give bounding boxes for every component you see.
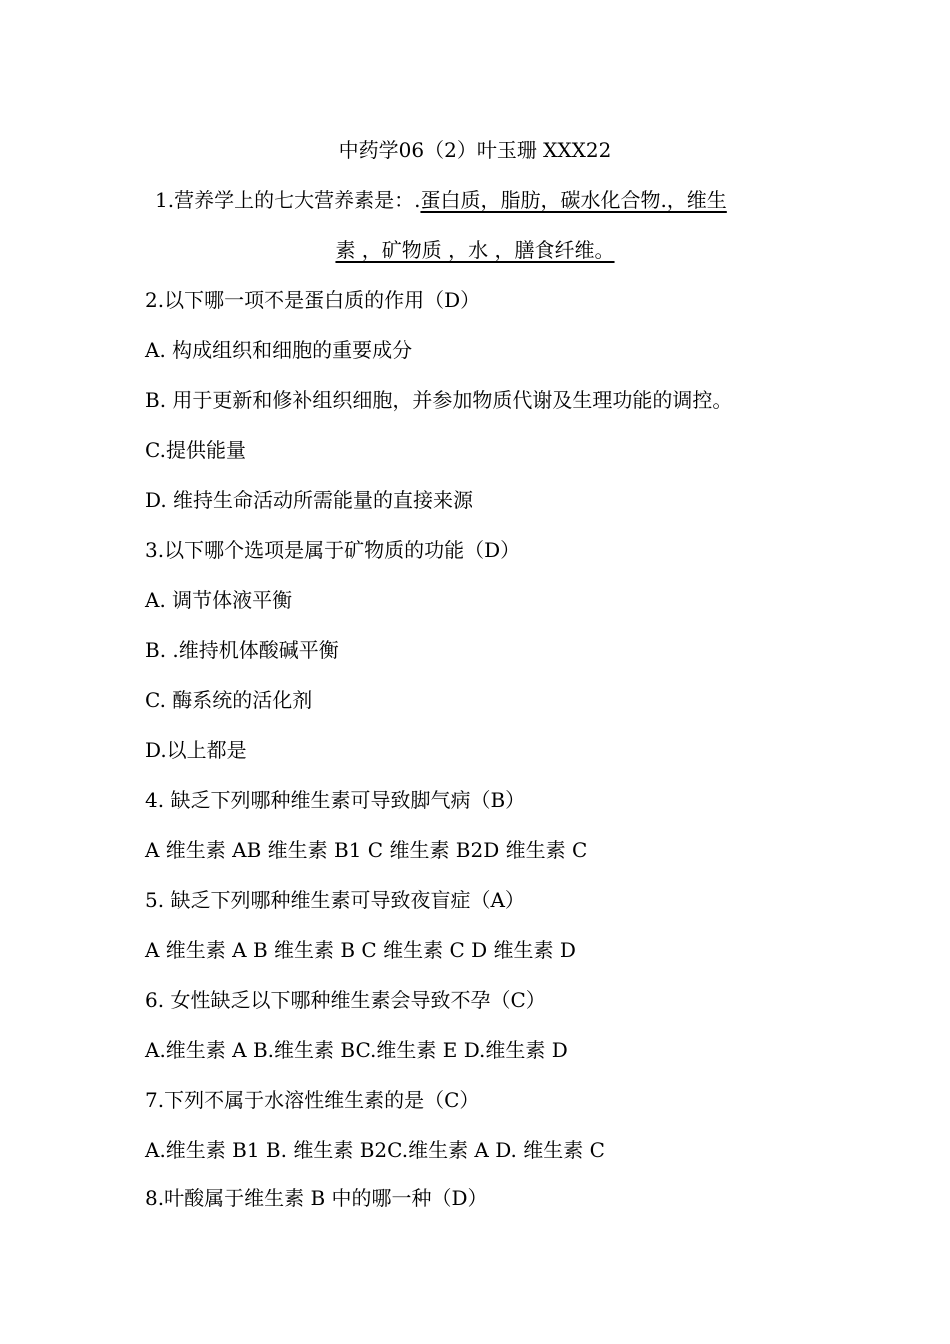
question-2-option-b: B. 用于更新和修补组织细胞，并参加物质代谢及生理功能的调控。 <box>145 388 733 412</box>
question-5-options: A 维生素 A B 维生素 B C 维生素 C D 维生素 D <box>145 938 576 962</box>
question-6-options: A.维生素 A B.维生素 BC.维生素 E D.维生素 D <box>145 1038 568 1062</box>
question-1-line-1 <box>155 186 727 214</box>
question-1-answer-part-2: 素 ，矿物质 ，水 ，膳食纤维。 <box>335 238 615 262</box>
question-5: 5. 缺乏下列哪种维生素可导致夜盲症（A） <box>145 888 525 912</box>
question-3-option-d: D.以上都是 <box>145 738 247 762</box>
question-2-option-d: D. 维持生命活动所需能量的直接来源 <box>145 488 474 512</box>
question-7: 7.下列不属于水溶性维生素的是（C） <box>145 1088 480 1112</box>
question-2-option-a: A. 构成组织和细胞的重要成分 <box>145 338 413 362</box>
question-1-line-2 <box>0 236 950 264</box>
question-7-options: A.维生素 B1 B. 维生素 B2C.维生素 A D. 维生素 C <box>145 1138 605 1162</box>
question-2-option-c: C.提供能量 <box>145 438 246 462</box>
question-6: 6. 女性缺乏以下哪种维生素会导致不孕（C） <box>145 988 546 1012</box>
question-1-prefix: 1.营养学上的七大营养素是：. <box>155 188 421 212</box>
question-8: 8.叶酸属于维生素 B 中的哪一种（D） <box>145 1186 488 1210</box>
question-2: 2.以下哪一项不是蛋白质的作用（D） <box>145 288 481 312</box>
document-header: 中药学06（2）叶玉珊 XXX22 <box>338 138 612 162</box>
question-1-answer-part-1: 蛋白质，脂肪，碳水化合物.，维生 <box>420 188 727 212</box>
question-3-option-a: A. 调节体液平衡 <box>145 588 293 612</box>
question-3-option-c: C. 酶系统的活化剂 <box>145 688 313 712</box>
question-3-option-b: B. .维持机体酸碱平衡 <box>145 638 339 662</box>
question-3: 3.以下哪个选项是属于矿物质的功能（D） <box>145 538 521 562</box>
question-4-options: A 维生素 AB 维生素 B1 C 维生素 B2D 维生素 C <box>145 838 588 862</box>
question-4: 4. 缺乏下列哪种维生素可导致脚气病（B） <box>145 788 526 812</box>
